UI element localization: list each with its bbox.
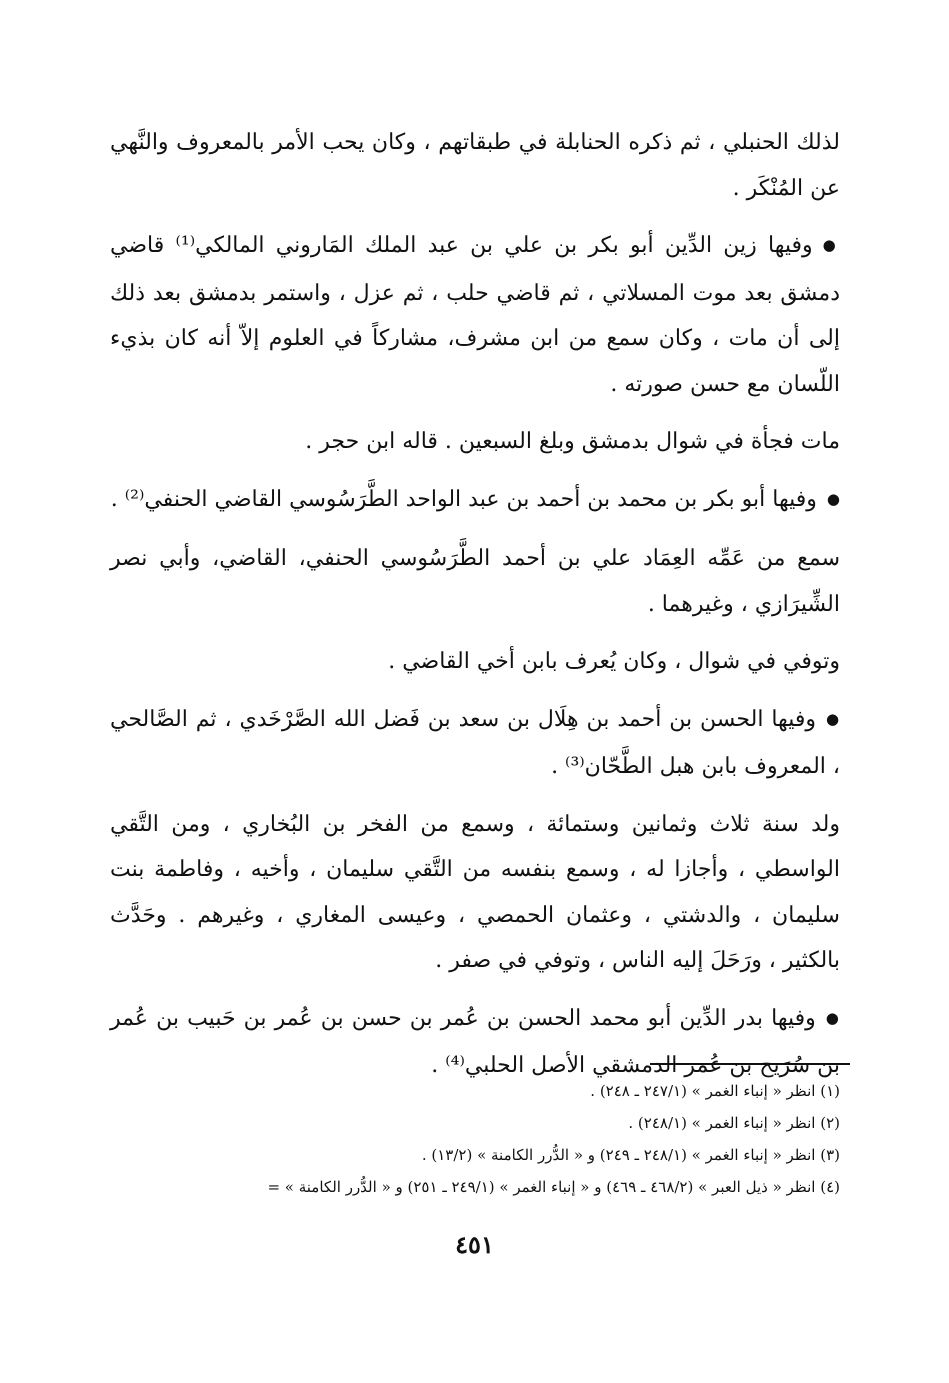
main-text xyxy=(110,120,840,1101)
paragraph: وتوفي في شوال ، وكان يُعرف بابن أخي القاضي . xyxy=(388,649,840,674)
footnote: (٣) انظر « إنباء الغمر » (٢٤٨/١ ـ ٢٤٩) و « الدُّرر الكامنة » (١٣/٢) . xyxy=(421,1146,840,1164)
bullet-paragraph: ● وفيها أبو بكر بن محمد بن أحمد بن عبد الواحد الطَّرَسُوسي القاضي الحنفي⁽²⁾ . xyxy=(110,477,840,525)
bullet-paragraph: ● وفيها زين الدِّين أبو بكر بن علي بن عبد الملك المَاروني المالكي⁽¹⁾ قاضي دمشق بعد موت المسلاتي ، ثم قاضي حلب ، ثم عزل ، واستمر بدمشق بعد ذلك إلى أن مات ، وكان سمع من ابن مشرف، مشاركاً في العلوم إلاّ أنه كان بذيء اللّسان مع حسن صورته . xyxy=(110,223,840,407)
bullet-paragraph: ● وفيها بدر الدِّين أبو محمد الحسن بن عُمر بن حسن بن عُمر بن حَبيب بن عُمر بن سُرَيح بن عُمر الدمشقي الأصل الحلبي⁽⁴⁾ . xyxy=(110,996,840,1089)
page-number: ٤٥١ xyxy=(455,1230,494,1259)
paragraph: لذلك الحنبلي ، ثم ذكره الحنابلة في طبقاتهم ، وكان يحب الأمر بالمعروف والنَّهي عن المُنْكَر . xyxy=(110,130,840,201)
paragraph: ولد سنة ثلاث وثمانين وستمائة ، وسمع من الفخر بن البُخاري ، ومن التَّقي الواسطي ، وأجازا له ، وسمع بنفسه من التَّقي سليمان ، وأخيه ، وفاطمة بنت سليمان ، والدشتي ، وعثمان الحمصي ، وعيسى المغاري ، وغيرهم . وحَدَّث بالكثير ، ورَحَلَ إليه الناس ، وتوفي في صفر . xyxy=(110,811,840,973)
paragraph: سمع من عَمِّه العِمَاد علي بن أحمد الطَّرَسُوسي الحنفي، القاضي، وأبي نصر الشِّيرَازي ، وغيرهما . xyxy=(110,546,840,617)
paragraph: مات فجأة في شوال بدمشق وبلغ السبعين . قاله ابن حجر . xyxy=(305,429,840,454)
footnote: (٢) انظر « إنباء الغمر » (٢٤٨/١) . xyxy=(628,1114,840,1132)
footnotes xyxy=(110,1075,840,1203)
footnote: (٤) انظر « ذيل العبر » (٤٦٨/٢ ـ ٤٦٩) و « إنباء الغمر » (٢٤٩/١ ـ ٢٥١) و « الدُّرر الكامنة » = xyxy=(267,1178,840,1196)
bullet-paragraph: ● وفيها الحسن بن أحمد بن هِلَال بن سعد بن فَضل الله الصَّرْخَدي ، ثم الصَّالحي ، المعروف بابن هبل الطَّحّان⁽³⁾ . xyxy=(110,697,840,790)
footnote: (١) انظر « إنباء الغمر » (٢٤٧/١ ـ ٢٤٨) . xyxy=(590,1082,840,1100)
footnote-separator xyxy=(650,1063,850,1065)
